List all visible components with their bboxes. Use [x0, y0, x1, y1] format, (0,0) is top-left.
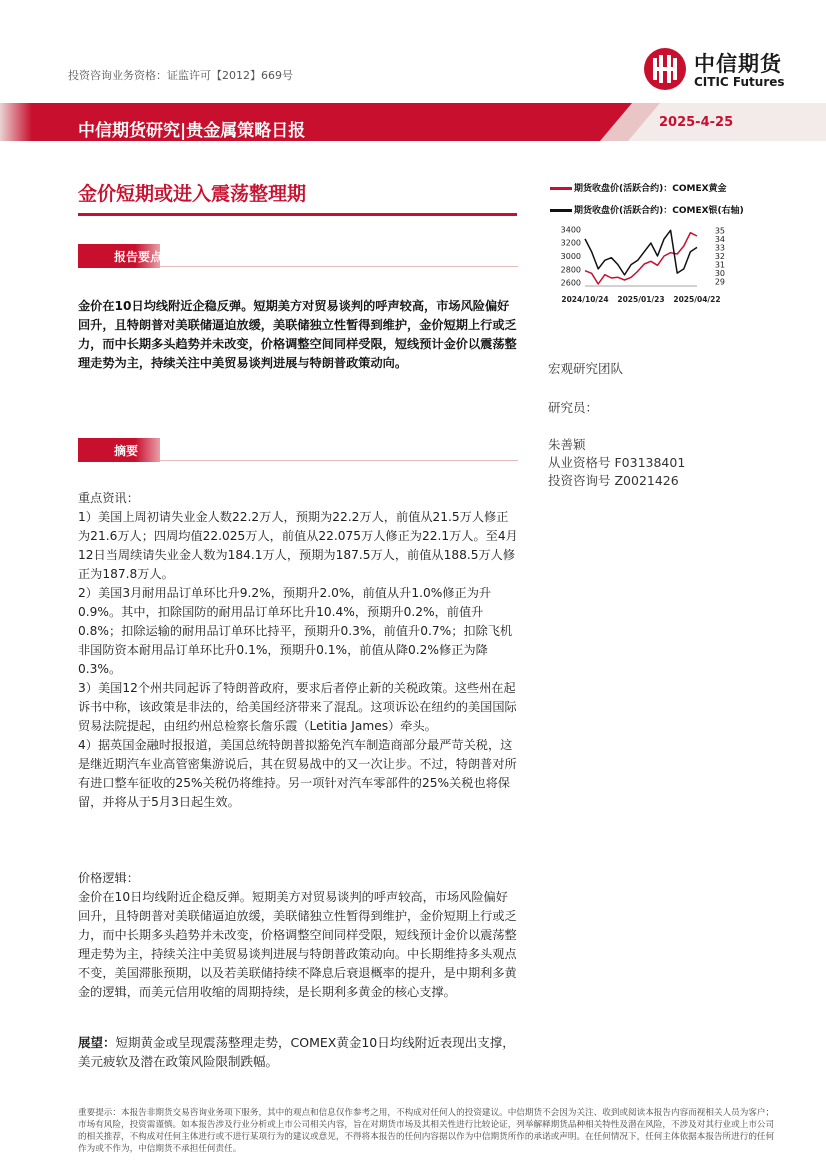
news-item: 1）美国上周初请失业金人数22.2万人，预期为22.2万人，前值从21.5万人修正为21.6万人；四周均值22.025万人，前值从22.075万人修正为22.1万人。至4月12日当周续请失业金人数为184.1万人，预期为187.5万人，前值从188.5万人修正为187.8万人。: [78, 510, 518, 581]
logic-block: [78, 869, 518, 1002]
news-heading: 重点资讯：: [78, 491, 139, 505]
outlook-block: [78, 1033, 518, 1071]
report-date: 2025-4-25: [659, 115, 734, 130]
y-right-tick-label: 29: [714, 277, 725, 287]
team-name: 宏观研究团队: [548, 361, 624, 376]
news-item: 3）美国12个州共同起诉了特朗普政府，要求后者停止新的关税政策。这些州在起诉书中称，该政策是非法的，给美国经济带来了混乱。这项诉讼在纽约的美国国际贸易法院提起，由纽约州总检察长詹乐霞（Letitia James）牵头。: [78, 681, 517, 733]
news-block: [78, 489, 518, 812]
analyst-license: 从业资格号 F03138401: [548, 455, 686, 470]
analyst-consult-license: 投资咨询号 Z0021426: [548, 473, 679, 488]
company-logo: [642, 46, 807, 96]
gold-price-line: [585, 233, 697, 284]
y-right-tick-label: 30: [714, 269, 725, 279]
y-right-tick-label: 35: [714, 226, 725, 236]
headline-divider: [78, 213, 517, 216]
y-right-tick-label: 33: [714, 243, 725, 253]
y-left-tick-label: 3400: [560, 225, 581, 235]
x-tick-label: 2025/01/23: [617, 295, 665, 304]
legend-silver-label: 期货收盘价(活跃合约)：COMEX银(右轴): [574, 206, 744, 216]
legend-gold: [545, 181, 760, 195]
news-item: 2）美国3月耐用品订单环比升9.2%，预期升2.0%，前值从升1.0%修正为升0.9%。其中，扣除国防的耐用品订单环比升10.4%，预期升0.2%，前值升0.8%；扣除运输的耐用品订单环比持平，预期升0.3%，前值升0.7%；扣除飞机非国防资本耐用品订单环比升0.1%，预期升0.1%，前值从降0.2%修正为降0.3%。: [78, 586, 513, 676]
summary-tag: [78, 438, 518, 462]
legend-silver: [545, 203, 760, 217]
outlook-label: 展望：: [78, 1035, 116, 1050]
legend-gold-label: 期货收盘价(活跃合约)：COMEX黄金: [574, 184, 727, 194]
y-left-tick-label: 2600: [560, 278, 581, 288]
chart-plot: [545, 218, 760, 313]
researcher-heading: 研究员：: [548, 400, 599, 415]
gold-silver-chart: [545, 178, 760, 313]
news-item: 4）据英国金融时报报道，美国总统特朗普拟豁免汽车制造商部分最严苛关税，这是继近期汽车业高管密集游说后，其在贸易战中的又一次让步。不过，特朗普对所有进口整车征收的25%关税仍将维持。另一项针对汽车零部件的25%关税也将保留，并将从于5月3日起生效。: [78, 738, 517, 809]
y-right-tick-label: 31: [714, 260, 725, 270]
analyst-name: 朱善颖: [548, 437, 586, 452]
logic-heading: 价格逻辑：: [78, 871, 139, 885]
x-tick-label: 2025/04/22: [673, 295, 721, 304]
legend-silver-swatch: [550, 209, 572, 212]
logo-en-text: CITIC Futures: [694, 75, 785, 89]
disclaimer-text: 重要提示：本报告非期货交易咨询业务项下服务，其中的观点和信息仅作参考之用，不构成对任何人的投资建议。中信期货不会因为关注、收到或阅读本报告内容而视相关人员为客户；市场有风险，投资需谨慎。如本报告涉及行业分析或上市公司相关内容，旨在对期货市场及其相关性进行比较论证，列举解释期货品种相关特性及潜在风险，不涉及对其行业或上市公司的相关推荐，不构成对任何主体进行或不进行某项行为的建议或意见，不得将本报告的任何内容据以作为中信期货所作的承诺或声明。在任何情况下，任何主体依据本报告所进行的任何作为或不作为，中信期货不承担任何责任。: [78, 1108, 775, 1154]
key-points-tag: [78, 244, 518, 268]
legend-gold-swatch: [550, 187, 572, 190]
license-text: 投资咨询业务资格：证监许可【2012】669号: [68, 69, 293, 82]
y-right-tick-label: 34: [714, 234, 725, 244]
y-left-tick-label: 3000: [560, 252, 581, 261]
x-tick-label: 2024/10/24: [561, 295, 609, 304]
y-left-tick-label: 3200: [560, 238, 581, 248]
key-points-label: 报告要点: [114, 250, 163, 264]
logo-cn-text: 中信期货: [694, 52, 782, 76]
outlook-text: 短期黄金或呈现震荡整理走势，COMEX黄金10日均线附近表现出支撑，美元疲软及潜在政策风险限制跌幅。: [78, 1035, 515, 1069]
key-points-text: 金价在10日均线附近企稳反弹。短期美方对贸易谈判的呼声较高，市场风险偏好回升，且特朗普对美联储逼迫放缓，美联储独立性暂得到维护，金价短期上行或乏力，而中长期多头趋势并未改变，价格调整空间同样受限，短线预计金价以震荡整理走势为主，持续关注中美贸易谈判进展与特朗普政策动向。: [78, 299, 517, 370]
analyst-info: [548, 436, 685, 490]
y-right-tick-label: 32: [714, 252, 725, 261]
citic-logo-icon: [642, 46, 688, 92]
logic-text: 金价在10日均线附近企稳反弹。短期美方对贸易谈判的呼声较高，市场风险偏好回升，且特朗普对美联储逼迫放缓，美联储独立性暂得到维护，金价短期上行或乏力，而中长期多头趋势并未改变，价格调整空间同样受限，短线预计金价以震荡整理走势为主，持续关注中美贸易谈判进展与特朗普政策动向。中长期维持多头观点不变，美国滞胀预期，以及若美联储持续不降息后衰退概率的提升，是中期利多黄金的逻辑，而美元信用收缩的周期持续，是长期利多黄金的核心支撑。: [78, 890, 517, 999]
report-series-title: 中信期货研究|贵金属策略日报: [78, 121, 306, 141]
y-left-tick-label: 2800: [560, 265, 581, 275]
report-headline: 金价短期或进入震荡整理期: [78, 183, 307, 205]
summary-label: 摘要: [114, 444, 139, 458]
